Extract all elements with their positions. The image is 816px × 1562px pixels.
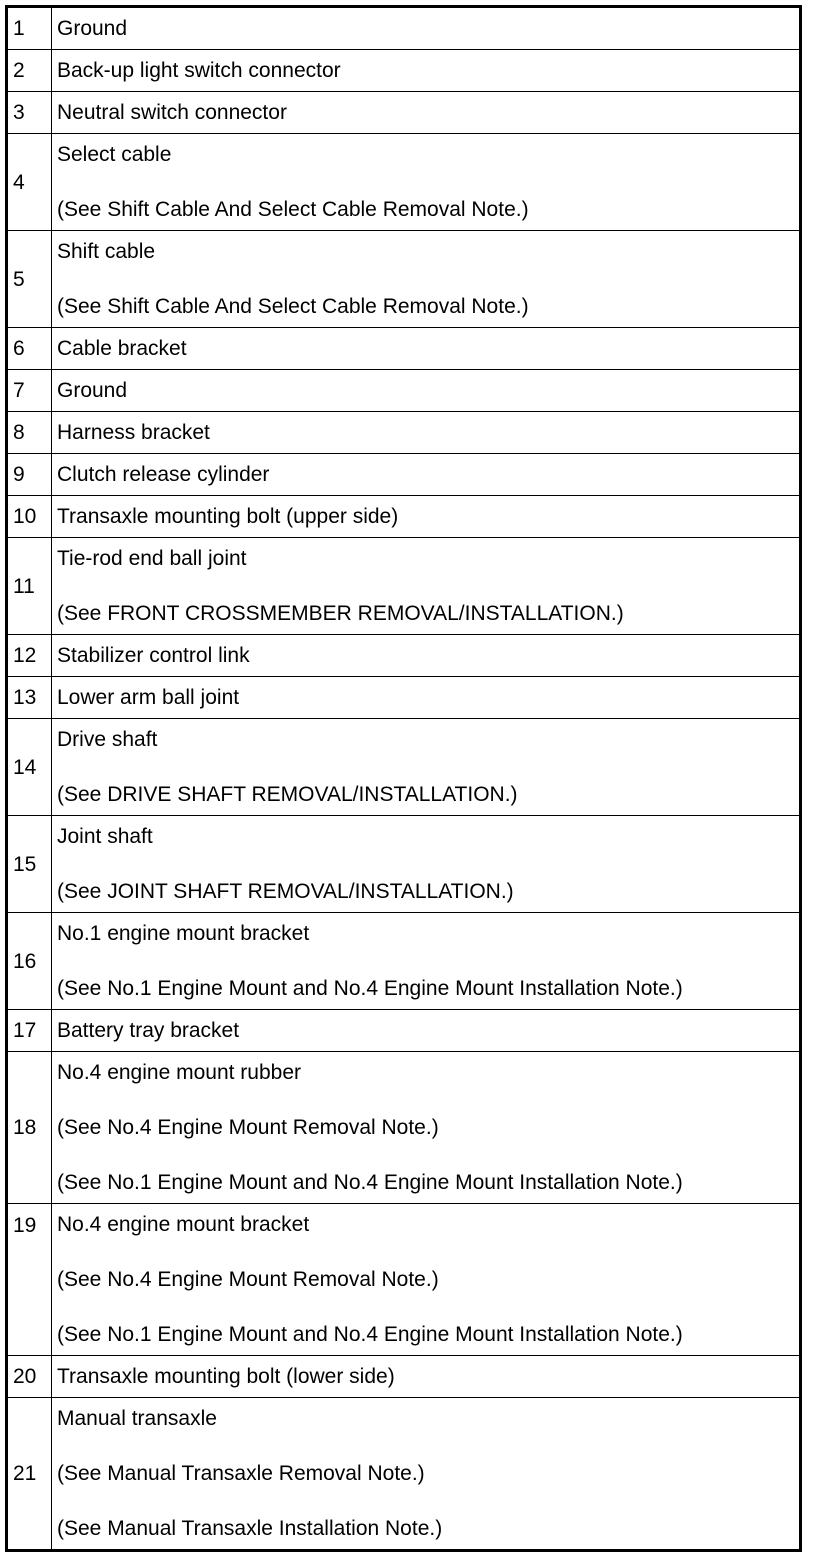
table-row	[7, 328, 801, 370]
part-number-cell	[7, 913, 52, 1010]
part-note: (See No.1 Engine Mount and No.4 Engine Mount Installation Note.)	[57, 1171, 683, 1194]
part-description-cell	[52, 719, 801, 816]
table-row	[7, 92, 801, 134]
table-row	[7, 1356, 801, 1398]
part-number-cell	[7, 370, 52, 412]
part-number-cell	[7, 454, 52, 496]
part-note: (See No.4 Engine Mount Removal Note.)	[57, 1116, 439, 1139]
part-description-cell	[52, 50, 801, 92]
table-row	[7, 7, 801, 50]
part-name: Manual transaxle	[57, 1407, 217, 1430]
part-description-cell	[52, 677, 801, 719]
part-name: Cable bracket	[57, 337, 187, 360]
part-note: (See Shift Cable And Select Cable Removal Note.)	[57, 198, 529, 221]
part-number-cell	[7, 134, 52, 231]
part-note: (See No.1 Engine Mount and No.4 Engine Mount Installation Note.)	[57, 977, 683, 1000]
part-description-cell	[52, 454, 801, 496]
part-number: 5	[13, 267, 25, 291]
part-number-cell	[7, 50, 52, 92]
part-name: Battery tray bracket	[57, 1019, 240, 1042]
part-description-cell	[52, 92, 801, 134]
part-number-cell	[7, 92, 52, 134]
table-row	[7, 412, 801, 454]
table-row	[7, 231, 801, 328]
part-number: 13	[13, 686, 37, 709]
part-name: Ground	[57, 379, 128, 402]
part-number: 10	[13, 505, 37, 528]
part-note: (See No.1 Engine Mount and No.4 Engine Mount Installation Note.)	[57, 1323, 683, 1346]
part-description-cell	[52, 1356, 801, 1398]
part-name: Harness bracket	[57, 421, 210, 444]
part-number-cell	[7, 1010, 52, 1052]
part-number: 9	[13, 463, 25, 486]
part-note: (See DRIVE SHAFT REMOVAL/INSTALLATION.)	[57, 783, 518, 806]
part-name: Joint shaft	[57, 825, 153, 848]
part-number-cell	[7, 719, 52, 816]
part-number: 11	[13, 574, 35, 598]
part-number: 8	[13, 421, 25, 444]
part-description-cell	[52, 1204, 801, 1356]
part-number: 20	[13, 1365, 37, 1388]
part-description-cell	[52, 412, 801, 454]
part-name: Select cable	[57, 143, 172, 166]
part-number: 12	[13, 644, 37, 667]
part-name: Clutch release cylinder	[57, 463, 270, 486]
part-number: 15	[13, 852, 37, 876]
part-number: 2	[13, 59, 25, 82]
part-name: Lower arm ball joint	[57, 686, 240, 709]
table-row	[7, 496, 801, 538]
part-number: 17	[13, 1019, 37, 1042]
part-number-cell	[7, 1204, 52, 1356]
parts-table	[5, 5, 802, 1552]
part-description-cell	[52, 134, 801, 231]
parts-table-body	[7, 7, 801, 1551]
part-number: 1	[13, 17, 25, 40]
part-number-cell	[7, 816, 52, 913]
part-name: No.4 engine mount bracket	[57, 1213, 310, 1236]
part-note: (See JOINT SHAFT REMOVAL/INSTALLATION.)	[57, 880, 514, 903]
table-row	[7, 816, 801, 913]
part-number-cell	[7, 7, 52, 50]
part-name: Ground	[57, 17, 128, 40]
part-number: 19	[13, 1214, 37, 1237]
part-number: 3	[13, 101, 25, 124]
table-row	[7, 538, 801, 635]
part-name: Neutral switch connector	[57, 101, 287, 124]
part-description-cell	[52, 7, 801, 50]
part-description-cell	[52, 328, 801, 370]
part-note: (See FRONT CROSSMEMBER REMOVAL/INSTALLATION.)	[57, 602, 624, 625]
part-description-cell	[52, 231, 801, 328]
part-number: 21	[13, 1462, 37, 1485]
part-number-cell	[7, 1356, 52, 1398]
part-number: 16	[13, 949, 37, 973]
part-number: 14	[13, 755, 37, 779]
table-row	[7, 1398, 801, 1551]
part-number: 18	[13, 1116, 37, 1139]
table-row	[7, 50, 801, 92]
part-description-cell	[52, 635, 801, 677]
table-row	[7, 370, 801, 412]
part-description-cell	[52, 1052, 801, 1204]
part-note: (See Manual Transaxle Removal Note.)	[57, 1462, 425, 1485]
table-row	[7, 913, 801, 1010]
part-number-cell	[7, 677, 52, 719]
part-number-cell	[7, 1398, 52, 1551]
table-row	[7, 719, 801, 816]
part-name: Transaxle mounting bolt (upper side)	[57, 505, 399, 528]
table-row	[7, 454, 801, 496]
part-number-cell	[7, 328, 52, 370]
part-name: Stabilizer control link	[57, 644, 250, 667]
table-row	[7, 134, 801, 231]
part-note: (See No.4 Engine Mount Removal Note.)	[57, 1268, 439, 1291]
part-number: 7	[13, 379, 25, 402]
part-note: (See Shift Cable And Select Cable Removal Note.)	[57, 295, 529, 318]
part-number: 6	[13, 337, 25, 360]
part-number-cell	[7, 496, 52, 538]
part-name: No.1 engine mount bracket	[57, 922, 310, 945]
table-row	[7, 1010, 801, 1052]
part-note: (See Manual Transaxle Installation Note.)	[57, 1517, 443, 1540]
part-number-cell	[7, 412, 52, 454]
part-description-cell	[52, 1010, 801, 1052]
part-number-cell	[7, 231, 52, 328]
table-row	[7, 635, 801, 677]
part-name: Shift cable	[57, 240, 156, 263]
part-description-cell	[52, 816, 801, 913]
table-row	[7, 677, 801, 719]
part-name: Drive shaft	[57, 728, 158, 751]
part-description-cell	[52, 370, 801, 412]
part-description-cell	[52, 913, 801, 1010]
part-name: Transaxle mounting bolt (lower side)	[57, 1365, 395, 1388]
part-name: Tie-rod end ball joint	[57, 547, 247, 570]
table-row	[7, 1204, 801, 1356]
part-description-cell	[52, 538, 801, 635]
part-number-cell	[7, 1052, 52, 1204]
part-name: Back-up light switch connector	[57, 59, 341, 82]
part-number-cell	[7, 538, 52, 635]
table-row	[7, 1052, 801, 1204]
part-description-cell	[52, 1398, 801, 1551]
part-number-cell	[7, 635, 52, 677]
part-name: No.4 engine mount rubber	[57, 1061, 301, 1084]
part-description-cell	[52, 496, 801, 538]
part-number: 4	[13, 170, 25, 194]
